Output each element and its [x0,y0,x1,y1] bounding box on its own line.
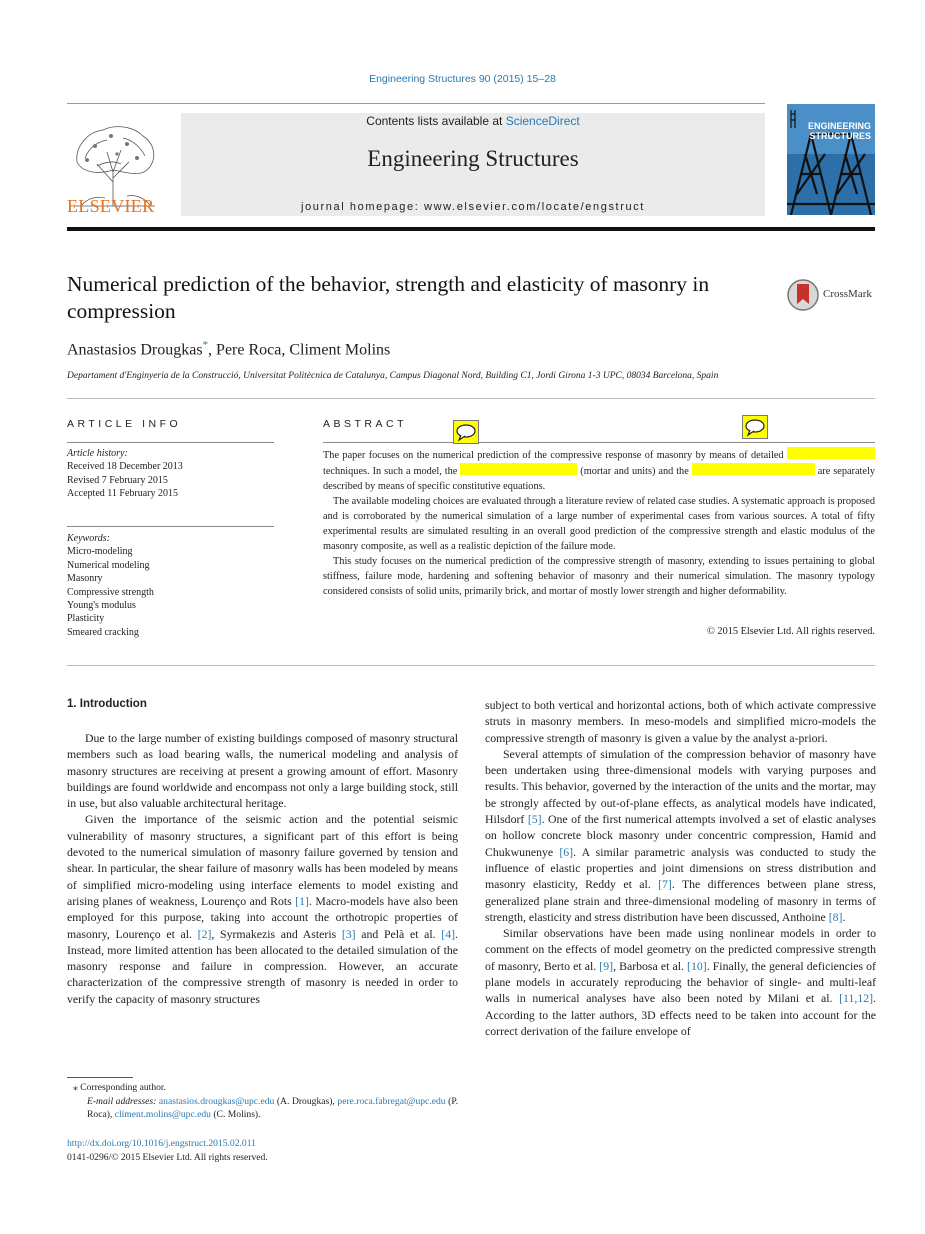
abstract-text: techniques. In such a model, the [323,466,461,477]
doi-block [67,1137,268,1164]
abstract-body [323,447,875,599]
citation-link[interactable]: [2] [197,926,212,941]
body-text: and Pelà et al. [355,926,442,941]
citation-link[interactable]: [11,12] [839,991,874,1006]
keyword: Compressive strength [67,586,154,598]
body-text: Similar observations have been made using nonlinear models in order to comment on the effects of model geometry on the predicted compressive strength of masonry, Berto et al. [485,926,876,973]
body-text: Given the importance of the seismic action and the potential seismic vulnerability of masonry structures, a significant part of this effort is being devoted to the numerical simulation of masonry failure governed by tension and shear. In particular, the shear failure of masonry walls has been modeled by means of simplified micro-modeling using interface elements to model existing and arising planes of weakness, Lourenço and Rots [67,812,458,908]
history-item: Revised 7 February 2015 [67,474,168,486]
highlight-redaction[interactable] [460,463,577,475]
citation-link[interactable]: [3] [341,926,356,941]
divider [67,103,765,104]
journal-title: Engineering Structures [367,146,579,171]
body-text: , Syrmakezis and Asteris [211,926,342,941]
affiliation: Departament d'Enginyeria de la Construcció, Universitat Politècnica de Catalunya, Campus Diagonal Nord, Building C1, Jordi Girona 1-3 UPC, 08034 Barcelona, Spain [67,371,719,381]
body-text: . Instead, more limited attention has been allocated to the detailed simulation of the masonry response and failure in compression. However, an accurate characterization of the compressive strength of masonry is needed in order to verify the capacity of masonry structures [67,926,458,1006]
email-owner: (A. Drougkas), [274,1095,338,1107]
history-item: Received 18 December 2013 [67,461,183,473]
contents-prefix: Contents lists available at [366,114,506,128]
abstract-text: (mortar and units) and the [577,466,692,477]
body-text: . Finally, the general deficiencies of plane models in accurately reproducing the behavior of single- and multi-leaf walls in numerical analyses have also been noted by Milani et al. [485,958,876,1006]
body-paragraph [485,925,876,1039]
divider [67,526,274,527]
divider [67,442,274,443]
divider [67,665,875,666]
article-history [67,447,274,501]
body-text: . [842,909,846,924]
email-label: E-mail addresses: [87,1095,159,1107]
history-label: Article history: [67,448,128,459]
abstract-heading: ABSTRACT [323,418,408,430]
keyword: Young's modulus [67,600,136,612]
cover-title-line2: STRUCTURES [809,131,871,141]
article-info-heading: ARTICLE INFO [67,418,182,430]
body-text: . A similar parametric analysis was conducted to study the influence of elastic properties and joint dimensions on stress distribution and masonry elasticity, Reddy et al. [485,844,876,892]
body-paragraph [67,811,458,1007]
journal-homepage[interactable]: journal homepage: www.elsevier.com/locate/engstruct [301,201,645,213]
body-text: , Barbosa et al. [613,958,688,973]
divider [323,442,875,443]
citation-link[interactable]: [6] [559,844,574,859]
footnote-divider [67,1077,133,1078]
keyword: Smeared cracking [67,626,139,638]
section-heading: 1. Introduction [67,698,147,710]
email-link[interactable]: pere.roca.fabregat@upc.edu [337,1095,446,1107]
footnote [67,1081,458,1122]
abstract-text: The paper focuses on the numerical prediction of the compressive response of masonry by means of detailed [323,450,787,461]
header-divider [67,227,875,231]
email-addresses [67,1095,458,1122]
abstract-text: are separately described by means of specific constitutive equations. [323,466,875,492]
journal-reference[interactable]: Engineering Structures 90 (2015) 15–28 [369,73,556,85]
publisher-name: ELSEVIER [67,196,155,216]
crossmark-badge[interactable] [787,278,879,312]
copyright: © 2015 Elsevier Ltd. All rights reserved. [707,626,875,637]
keyword: Micro-modeling [67,546,133,558]
crossmark-icon [787,278,819,312]
comment-note-icon[interactable] [453,420,479,444]
keyword: Plasticity [67,613,105,625]
issn-line: 0141-0296/© 2015 Elsevier Ltd. All rights reserved. [67,1151,268,1163]
abstract-paragraph: The available modeling choices are evaluated through a literature review of related case studies. A systematic approach is proposed and is corroborated by the numerical simulation of a large number of experimental cases from various sources. A total of fifty experimental results are simulated resulting in an overall good prediction of the compressive strength and elastic modulus of the masonry composite, as well as a realistic depiction of the failure mode. [323,496,875,552]
body-text: . According to the latter authors, 3D effects need to be taken into account for the correct derivation of the failure envelope of [485,991,876,1038]
author-list [67,339,390,359]
doi-link[interactable]: http://dx.doi.org/10.1016/j.engstruct.2015.02.011 [67,1138,256,1149]
highlight-redaction[interactable] [787,447,875,459]
body-text: . Macro-models have also been employed for this purpose, taking into account the orthotropic properties of masonry, Lourenço et al. [67,893,458,941]
keywords [67,532,274,639]
sciencedirect-link[interactable]: ScienceDirect [505,114,580,128]
corresponding-author-note: ⁎ Corresponding author. [73,1082,166,1093]
author-1: Anastasios Drougkas [67,341,203,359]
cover-title-line1: ENGINEERING [807,121,871,131]
left-column [67,730,458,1007]
citation-link[interactable]: [10] [687,958,707,973]
email-owner: (C. Molins). [210,1109,261,1120]
body-text: Several attempts of simulation of the compression behavior of masonry have been undertaken using three-dimensional models with varying purposes and results. This behavior, governed by the interaction of the units and the mortar, may be strongly affected by out-of-plane effects, as analytical models have indicated, Hilsdorf [485,746,876,827]
citation-link[interactable]: [4] [441,926,456,941]
citation-link[interactable]: [1] [295,893,309,908]
paper-title: Numerical prediction of the behavior, strength and elasticity of masonry in compression [67,272,710,323]
body-text: . One of the first numerical attempts involved a set of elastic analyses on hollow concrete block masonry under concentric compression, Hamid and Chukwunenye [485,812,876,859]
corresponding-author-mark[interactable]: * [202,339,209,351]
email-owner: (P. Roca), [87,1095,458,1120]
body-paragraph: Due to the large number of existing buildings composed of masonry structural members such as load bearing walls, the numerical modeling and analysis of masonry structures are receiving at present a growing amount of effort. Masonry buildings are found worldwide and encompass not only a large building stock, still in use, but also valuable architectural heritage. [67,731,458,811]
contents-line [181,114,765,128]
divider [67,398,875,399]
crossmark-label: CrossMark [823,288,872,300]
citation-link[interactable]: [5] [527,812,542,827]
comment-note-icon[interactable] [742,415,768,439]
abstract-paragraph [323,447,875,494]
highlight-redaction[interactable] [692,463,815,475]
body-paragraph: subject to both vertical and horizontal actions, both of which activate compressive struts in masonry members. In meso-models and simplified micro-models the compressive strength of masonry is given a value by the analyst a-priori. [485,698,876,745]
body-paragraph [485,746,876,925]
email-link[interactable]: anastasios.drougkas@upc.edu [158,1095,275,1107]
keywords-label: Keywords: [67,533,110,544]
authors-rest: , Pere Roca, Climent Molins [208,341,391,359]
citation-link[interactable]: [9] [599,958,614,973]
keyword: Masonry [67,573,103,585]
history-item: Accepted 11 February 2015 [67,488,178,500]
abstract-paragraph: This study focuses on the numerical prediction of the compressive strength of masonry, extending to issues pertaining to global stiffness, failure mode, hardening and softening behavior of masonry and their numerical simulation. The masonry typology considered consists of solid units, primarily brick, and mortar of mostly lower strength and higher deformability. [323,556,875,597]
journal-cover-image [787,104,875,215]
body-text: . The differences between plane stress, generalized plane strain and three-dimensional modeling of masonry in terms of strength, elasticity and stress distribution have been discussed, Anthoine [485,877,876,924]
citation-link[interactable]: [8] [828,909,843,924]
keyword: Numerical modeling [67,559,150,571]
right-column [485,697,876,1039]
email-link[interactable]: climent.molins@upc.edu [114,1109,211,1120]
citation-link[interactable]: [7] [658,877,672,892]
